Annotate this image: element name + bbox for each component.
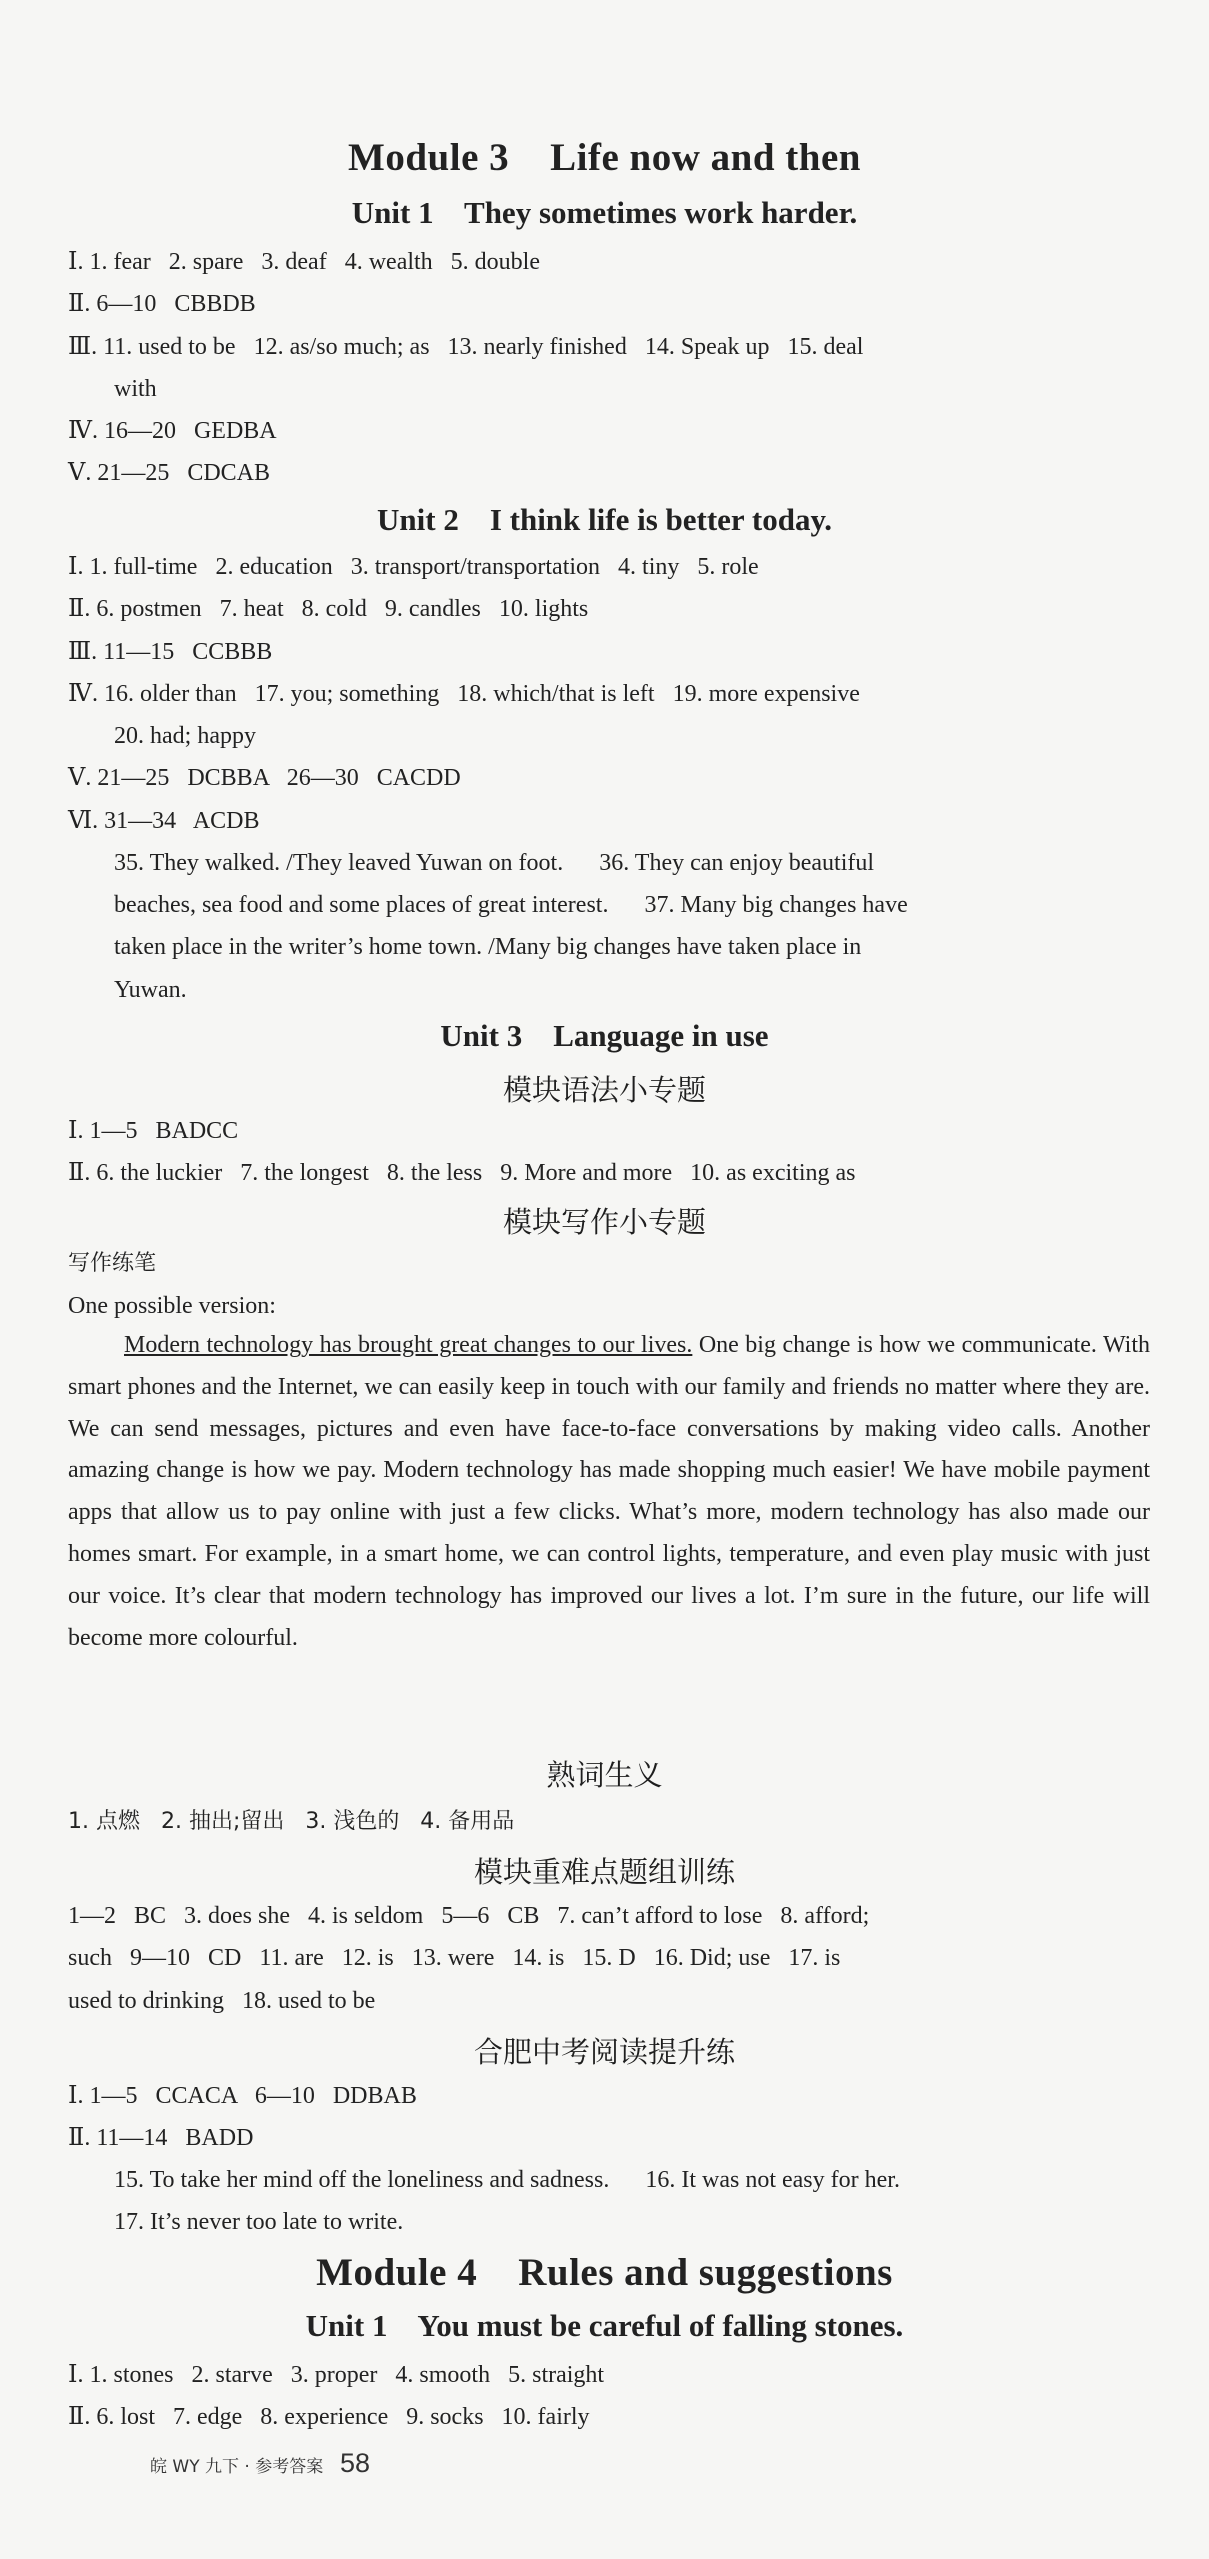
m3u1-line-3: Ⅲ. 11. used to be 12. as/so much; as 13. nearly finished 14. Speak up 15. deal (68, 334, 864, 360)
footer-label: 皖 WY 九下 · 参考答案 (150, 2457, 324, 2477)
key-points-line-2: such 9—10 CD 11. are 12. is 13. were 14. is 15. D 16. Did; use 17. is (68, 1945, 841, 1971)
m3u1-line-1: Ⅰ. 1. fear 2. spare 3. deaf 4. wealth 5. double (68, 249, 540, 275)
page-number: 58 (339, 2448, 371, 2478)
m4u1-line-1: Ⅰ. 1. stones 2. starve 3. proper 4. smooth 5. straight (68, 2362, 605, 2388)
page-footer (150, 2448, 370, 2479)
key-points-line-3: used to drinking 18. used to be (68, 1988, 376, 2014)
m3u2-para-1: 35. They walked. /They leaved Yuwan on foot. 36. They can enjoy beautiful (114, 850, 875, 876)
hefei-sub-line-1: 15. To take her mind off the loneliness and sadness. 16. It was not easy for her. (114, 2167, 900, 2193)
grammar-line-1: Ⅰ. 1—5 BADCC (68, 1118, 239, 1144)
m3u2-para-2: beaches, sea food and some places of great interest. 37. Many big changes have (114, 892, 908, 918)
module4-title: Module 4 Rules and suggestions (316, 2251, 893, 2294)
m4u1-line-2: Ⅱ. 6. lost 7. edge 8. experience 9. socks 10. fairly (68, 2404, 590, 2430)
essay-body: One big change is how we communicate. With smart phones and the Internet, we can easily keep in touch with our family and friends no matter where they are. We can send messages, pictures and even have face-to-face conversations by making video calls. Another amazing change is how we pay. Modern technology has made shopping much easier! We have mobile payment apps that allow us to pay online with just a few clicks. What’s more, modern technology has also made our homes smart. For example, in a smart home, we can control lights, temperature, and even play music with just our voice. It’s clear that modern technology has improved our lives a lot. I’m sure in the future, our life will become more colourful. (68, 1332, 1150, 1651)
m3u1-line-4: with (114, 376, 157, 402)
grammar-heading: 模块语法小专题 (502, 1073, 706, 1107)
grammar-line-2: Ⅱ. 6. the luckier 7. the longest 8. the less 9. More and more 10. as exciting as (68, 1160, 856, 1186)
m3u2-para-3: taken place in the writer’s home town. /Many big changes have taken place in (114, 934, 862, 960)
m3u1-line-6: Ⅴ. 21—25 CDCAB (68, 460, 271, 486)
key-points-heading: 模块重难点题组训练 (473, 1855, 735, 1889)
m3u2-line-3: Ⅲ. 11—15 CCBBB (68, 639, 273, 665)
hefei-line-2: Ⅱ. 11—14 BADD (68, 2125, 254, 2151)
m3-unit3-title: Unit 3 Language in use (440, 1018, 769, 1053)
m3u2-line-7: Ⅵ. 31—34 ACDB (68, 808, 260, 834)
hefei-sub-line-2: 17. It’s never too late to write. (114, 2209, 404, 2235)
m3-unit2-title: Unit 2 I think life is better today. (377, 502, 832, 537)
m3-unit1-title: Unit 1 They sometimes work harder. (351, 195, 858, 230)
m3u2-line-4: Ⅳ. 16. older than 17. you; something 18. which/that is left 19. more expensive (68, 681, 860, 707)
m3u2-line-5: 20. had; happy (114, 723, 256, 749)
m3u2-line-6: Ⅴ. 21—25 DCBBA 26—30 CACDD (68, 765, 461, 791)
essay-topic-sentence: Modern technology has brought great changes to our lives. (124, 1332, 693, 1358)
familiar-words-heading: 熟词生义 (546, 1758, 663, 1792)
version-label: One possible version: (68, 1293, 276, 1319)
writing-label: 写作练笔 (68, 1251, 157, 1276)
m3u1-line-5: Ⅳ. 16—20 GEDBA (68, 418, 277, 444)
familiar-words-line: 1. 点燃 2. 抽出;留出 3. 浅色的 4. 备用品 (68, 1809, 515, 1834)
m3u2-line-2: Ⅱ. 6. postmen 7. heat 8. cold 9. candles 10. lights (68, 596, 589, 622)
module3-title: Module 3 Life now and then (348, 136, 861, 179)
m3u1-line-2: Ⅱ. 6—10 CBBDB (68, 291, 256, 317)
m4-unit1-title: Unit 1 You must be careful of falling stones. (305, 2308, 904, 2343)
hefei-reading-heading: 合肥中考阅读提升练 (473, 2035, 735, 2069)
m3u2-para-4: Yuwan. (114, 977, 187, 1003)
m3u2-line-1: Ⅰ. 1. full-time 2. education 3. transport/transportation 4. tiny 5. role (68, 554, 759, 580)
hefei-line-1: Ⅰ. 1—5 CCACA 6—10 DDBAB (68, 2083, 417, 2109)
writing-heading: 模块写作小专题 (502, 1205, 706, 1239)
key-points-line-1: 1—2 BC 3. does she 4. is seldom 5—6 CB 7. can’t afford to lose 8. afford; (68, 1903, 870, 1929)
model-essay (68, 1325, 1150, 1659)
